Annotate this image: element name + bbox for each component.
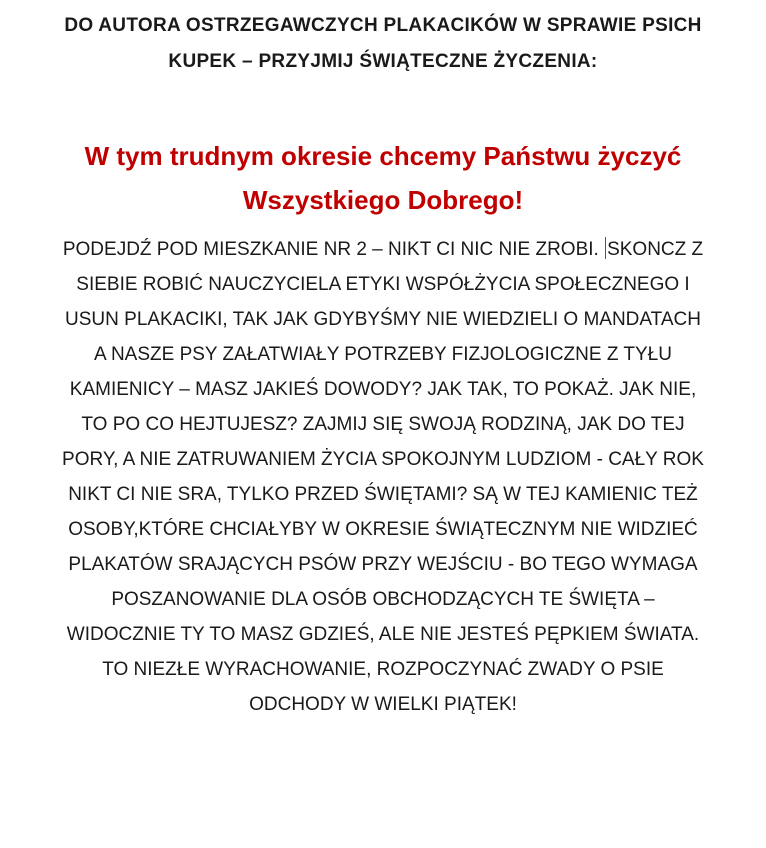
- body-text-after-cursor: SKONCZ Z SIEBIE ROBIĆ NAUCZYCIELA ETYKI WSPÓŁŻYCIA SPOŁECZNEGO I USUN PLAKACIKI, TAK JAK GDYBYŚMY NIE WIEDZIELI O MANDATACH A NASZE PSY ZAŁATWIAŁY POTRZEBY FIZJOLOGICZNE Z TYŁU KAMIENICY – MASZ JAKIEŚ DOWODY? JAK TAK, TO POKAŻ. JAK NIE, TO PO CO HEJTUJESZ? ZAJMIJ SIĘ SWOJĄ RODZINĄ, JAK DO TEJ PORY, A NIE ZATRUWANIEM ŻYCIA SPOKOJNYM LUDZIOM - CAŁY ROK NIKT CI NIE SRA, TYLKO PRZED ŚWIĘTAMI? SĄ W TEJ KAMIENIC TEŻ OSOBY,KTÓRE CHCIAŁYBY W OKRESIE ŚWIĄTECZNYM NIE WIDZIEĆ PLAKATÓW SRAJĄCYCH PSÓW PRZY WEJŚCIU - BO TEGO WYMAGA POSZANOWANIE DLA OSÓB OBCHODZĄCYCH TE ŚWIĘTA – WIDOCZNIE TY TO MASZ GDZIEŚ, ALE NIE JESTEŚ PĘPKIEM ŚWIATA. TO NIEZŁE WYRACHOWANIE, ROZPOCZYNAĆ ZWADY O PSIE ODCHODY W WIELKI PIĄTEK!: [62, 239, 704, 715]
- document-heading: DO AUTORA OSTRZEGAWCZYCH PLAKACIKÓW W SPRAWIE PSICH KUPEK – PRZYJMIJ ŚWIĄTECZNE ŻYCZENIA:: [64, 15, 702, 72]
- body-paragraph[interactable]: [62, 232, 704, 722]
- holiday-greeting: W tym trudnym okresie chcemy Państwu życzyć Wszystkiego Dobrego!: [84, 141, 682, 215]
- body-text-before-cursor: PODEJDŹ POD MIESZKANIE NR 2 – NIKT CI NIC NIE ZROBI.: [62, 239, 599, 260]
- text-cursor: [605, 237, 606, 259]
